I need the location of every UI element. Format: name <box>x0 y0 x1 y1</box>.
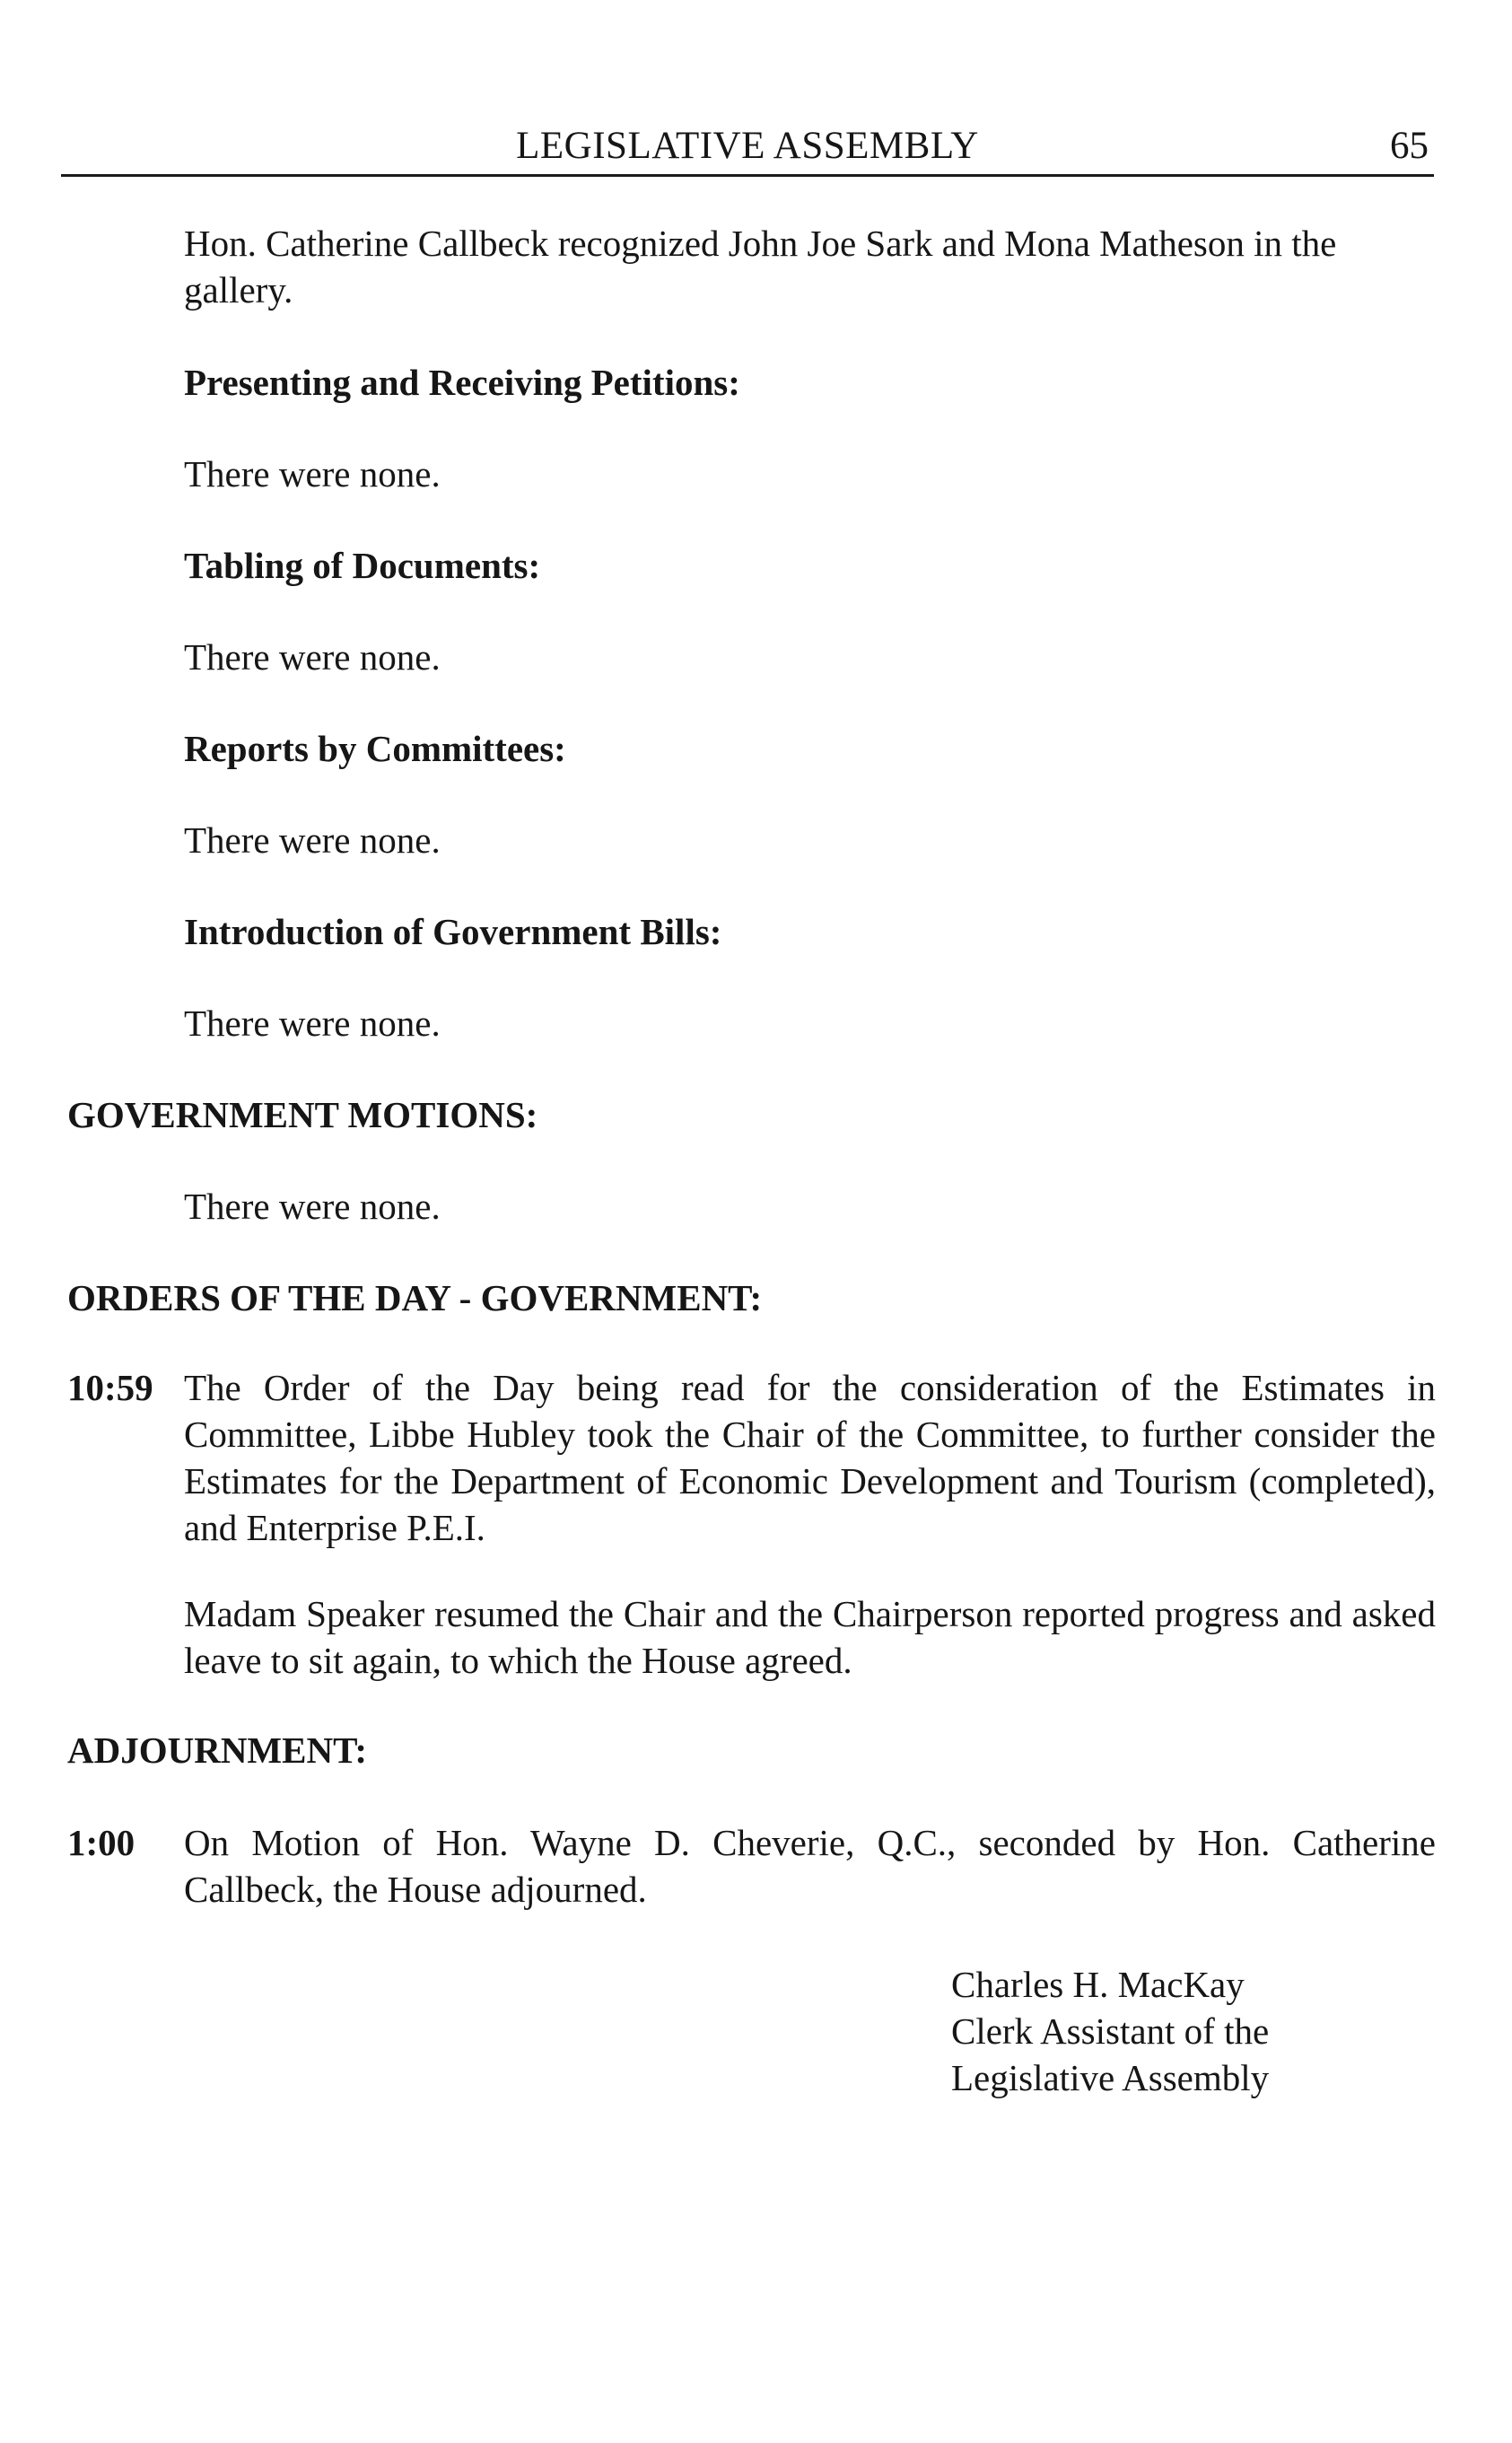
section-heading-tabling: Tabling of Documents: <box>184 545 541 586</box>
section-text-reports: There were none. <box>184 819 441 861</box>
text-government-motions: There were none. <box>184 1186 441 1227</box>
section-text-tabling: There were none. <box>184 636 441 678</box>
signature-name: Charles H. MacKay <box>951 1964 1245 2005</box>
section-heading-reports: Reports by Committees: <box>184 728 566 769</box>
intro-paragraph: Hon. Catherine Callbeck recognized John Joe Sark and Mona Matheson in the gallery. <box>184 223 1337 311</box>
time-stamp-orders: 10:59 <box>67 1367 153 1408</box>
signature-title-line-1: Clerk Assistant of the <box>951 2010 1270 2052</box>
page-header <box>61 124 1434 177</box>
time-stamp-adjournment: 1:00 <box>67 1822 135 1863</box>
page-number: 65 <box>1390 125 1429 167</box>
heading-orders-of-the-day: ORDERS OF THE DAY - GOVERNMENT: <box>67 1277 763 1318</box>
heading-adjournment: ADJOURNMENT: <box>67 1729 368 1771</box>
section-heading-bills: Introduction of Government Bills: <box>184 911 722 952</box>
orders-paragraph-2: Madam Speaker resumed the Chair and the Chairperson reported progress and asked leave to sit again, to which the House agreed. <box>184 1593 1436 1681</box>
section-text-bills: There were none. <box>184 1003 441 1044</box>
header-title: LEGISLATIVE ASSEMBLY <box>516 125 979 167</box>
orders-paragraph-1: The Order of the Day being read for the consideration of the Estimates in Committee, Libbe Hubley took the Chair of the Committee, to further consider the Estimates for the Department of Economic Development and Tourism (completed), and Enterprise P.E.I. <box>184 1367 1436 1548</box>
signature-block <box>951 1961 1418 2101</box>
signature-title-line-2: Legislative Assembly <box>951 2057 1270 2098</box>
section-heading-petitions: Presenting and Receiving Petitions: <box>184 362 740 403</box>
adjournment-paragraph: On Motion of Hon. Wayne D. Cheverie, Q.C., seconded by Hon. Catherine Callbeck, the House adjourned. <box>184 1822 1436 1910</box>
heading-government-motions: GOVERNMENT MOTIONS: <box>67 1094 538 1135</box>
section-text-petitions: There were none. <box>184 453 441 495</box>
